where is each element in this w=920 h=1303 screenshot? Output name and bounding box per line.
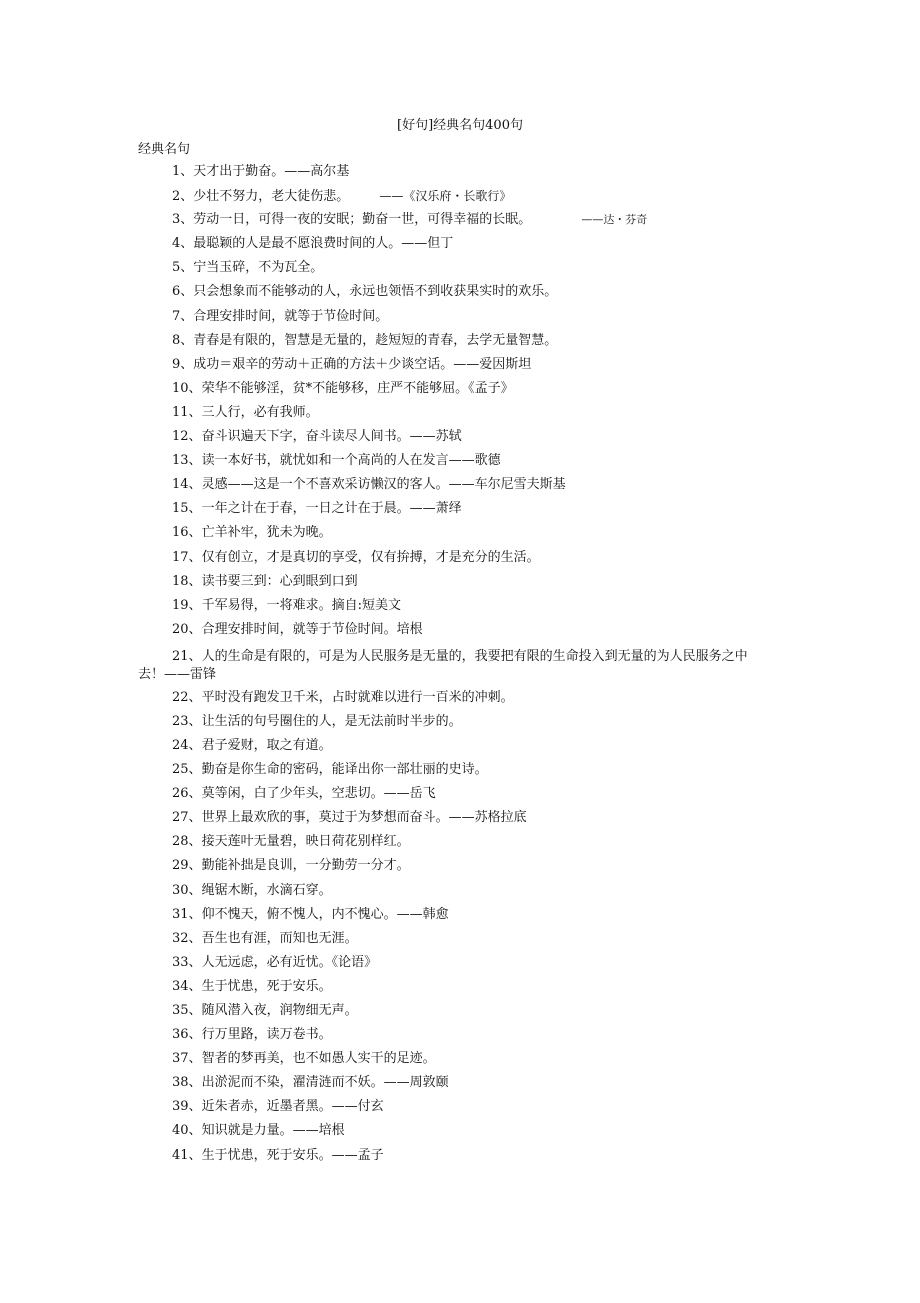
quote-text: 宁当玉碎，不为瓦全。 xyxy=(193,260,324,276)
quote-item xyxy=(138,809,788,827)
quote-text: 仅有创立，才是真切的享受，仅有拚搏，才是充分的生活。 xyxy=(201,549,540,565)
quote-item xyxy=(138,476,788,494)
quote-number: 17 xyxy=(172,549,189,565)
quote-item xyxy=(138,1026,788,1044)
quote-number: 36 xyxy=(172,1027,189,1043)
quote-separator: 、 xyxy=(188,453,202,469)
quote-text: 平时没有跑发卫千米，占时就难以进行一百米的冲刺。 xyxy=(201,689,514,705)
quote-separator: 、 xyxy=(180,332,194,348)
quote-number: 37 xyxy=(172,1051,189,1067)
quote-separator: 、 xyxy=(188,954,202,970)
quote-text: 让生活的句号圈住的人，是无法前时半步的。 xyxy=(201,713,462,729)
quote-separator: 、 xyxy=(188,713,202,729)
quote-text: 千军易得，一将难求。摘自:短美文 xyxy=(201,597,401,613)
quote-text: 吾生也有涯，而知也无涯。 xyxy=(201,930,358,946)
quote-text: 生于忧患，死于安乐。 xyxy=(201,978,332,994)
quote-number: 23 xyxy=(172,713,189,729)
quote-text: 奋斗识遍天下字，奋斗读尽人间书。——苏轼 xyxy=(201,429,462,445)
quote-text: 合理安排时间，就等于节俭时间。 xyxy=(193,308,389,324)
quote-item xyxy=(138,1122,788,1140)
quote-text: 行万里路，读万卷书。 xyxy=(201,1027,332,1043)
quote-item xyxy=(138,1147,788,1165)
quote-item xyxy=(138,978,788,996)
quote-text: 灵感——这是一个不喜欢采访懒汉的客人。——车尔尼雪夫斯基 xyxy=(201,477,566,493)
quote-separator: 、 xyxy=(188,525,202,541)
quote-item xyxy=(138,1098,788,1116)
quote-number: 24 xyxy=(172,737,189,753)
quote-separator: 、 xyxy=(188,404,202,420)
quote-text: 少壮不努力，老大徒伤悲。 xyxy=(193,189,350,205)
quote-item xyxy=(138,283,788,301)
quote-separator: 、 xyxy=(188,597,202,613)
quote-separator: 、 xyxy=(188,621,202,637)
quote-separator: 、 xyxy=(188,882,202,898)
quote-separator: 、 xyxy=(188,858,202,874)
quote-number: 27 xyxy=(172,810,189,826)
quote-item xyxy=(138,187,788,205)
quote-number: 18 xyxy=(172,573,189,589)
quote-number: 11 xyxy=(172,404,189,420)
quote-attribution: ——达・芬奇 xyxy=(581,213,648,227)
quote-number: 26 xyxy=(172,786,189,802)
quote-number: 3 xyxy=(172,212,181,228)
quote-separator: 、 xyxy=(188,737,202,753)
quote-separator: 、 xyxy=(180,308,194,324)
quote-number: 30 xyxy=(172,882,189,898)
quote-item xyxy=(138,380,788,398)
quote-separator: 、 xyxy=(180,284,194,300)
quote-item xyxy=(138,713,788,731)
quote-separator: 、 xyxy=(188,549,202,565)
quote-separator: 、 xyxy=(188,477,202,493)
quote-number: 4 xyxy=(172,236,181,252)
quote-item xyxy=(138,404,788,422)
quote-number: 6 xyxy=(172,284,181,300)
quote-item xyxy=(138,1074,788,1092)
quote-separator: 、 xyxy=(180,164,194,179)
quote-number: 10 xyxy=(172,380,189,396)
quote-separator: 、 xyxy=(180,260,194,276)
section-title: 经典名句 xyxy=(138,142,191,157)
quote-separator: 、 xyxy=(188,501,202,517)
quote-text: 人的生命是有限的，可是为人民服务是无量的，我要把有限的生命投入到无量的为人民服务之中去！——雷锋 xyxy=(138,648,748,682)
quote-separator: 、 xyxy=(188,978,202,994)
quote-separator: 、 xyxy=(180,212,194,228)
quote-number: 8 xyxy=(172,332,181,348)
quote-text: 君子爱财，取之有道。 xyxy=(201,737,332,753)
quote-text: 人无远虑，必有近忧。《论语》 xyxy=(201,954,378,970)
quote-item xyxy=(138,452,788,470)
quote-text: 只会想象而不能够动的人，永远也领悟不到收获果实时的欢乐。 xyxy=(193,284,558,300)
quote-number: 12 xyxy=(172,429,189,445)
quote-item xyxy=(138,689,788,707)
quote-number: 33 xyxy=(172,954,189,970)
quote-separator: 、 xyxy=(188,1123,202,1139)
quote-item xyxy=(138,906,788,924)
quote-item xyxy=(138,211,788,229)
quote-item xyxy=(138,930,788,948)
quote-number: 35 xyxy=(172,1003,189,1018)
quote-text: 三人行，必有我师。 xyxy=(201,404,319,420)
quote-text: 生于忧患，死于安乐。——孟子 xyxy=(201,1147,384,1163)
quote-separator: 、 xyxy=(188,786,202,802)
quote-item xyxy=(138,308,788,326)
quote-separator: 、 xyxy=(188,689,202,705)
quote-list xyxy=(138,163,788,1171)
quote-text: 随风潜入夜，润物细无声。 xyxy=(201,1003,358,1018)
quote-item xyxy=(138,428,788,446)
quote-text: 勤能补拙是良训，一分勤劳一分才。 xyxy=(201,858,410,874)
quote-text: 最聪颖的人是最不愿浪费时间的人。——但丁 xyxy=(193,236,454,252)
quote-number: 22 xyxy=(172,689,189,705)
quote-item xyxy=(138,833,788,851)
quote-separator: 、 xyxy=(188,1147,202,1163)
quote-text: 近朱者赤，近墨者黑。——付玄 xyxy=(201,1099,384,1115)
quote-separator: 、 xyxy=(188,380,202,396)
quote-number: 41 xyxy=(172,1147,189,1163)
quote-item xyxy=(138,737,788,755)
quote-number: 15 xyxy=(172,501,189,517)
quote-number: 29 xyxy=(172,858,189,874)
quote-text: 合理安排时间，就等于节俭时间。培根 xyxy=(201,621,423,637)
quote-text: 亡羊补牢，犹未为晚。 xyxy=(201,525,332,541)
quote-separator: 、 xyxy=(188,429,202,445)
quote-number: 38 xyxy=(172,1075,189,1091)
quote-text: 接天莲叶无量碧，映日荷花别样红。 xyxy=(201,834,410,850)
page-title: [好句]经典名句400句 xyxy=(397,118,523,133)
quote-item xyxy=(138,648,768,684)
quote-separator: 、 xyxy=(188,906,202,922)
quote-text: 青春是有限的，智慧是无量的，趁短短的青春，去学无量智慧。 xyxy=(193,332,558,348)
quote-separator: 、 xyxy=(188,648,202,664)
quote-item xyxy=(138,597,788,615)
quote-number: 19 xyxy=(172,597,189,613)
quote-item xyxy=(138,621,788,639)
quote-separator: 、 xyxy=(180,356,194,372)
quote-item xyxy=(138,1002,788,1020)
quote-separator: 、 xyxy=(180,236,194,252)
quote-separator: 、 xyxy=(188,1099,202,1115)
quote-item xyxy=(138,573,788,591)
quote-text: 成功＝艰辛的劳动＋正确的方法＋少谈空话。——爱因斯坦 xyxy=(193,356,532,372)
quote-number: 31 xyxy=(172,906,189,922)
quote-number: 34 xyxy=(172,978,189,994)
quote-item xyxy=(138,524,788,542)
quote-attribution: ——《汉乐府・长歌行》 xyxy=(379,189,512,204)
quote-item xyxy=(138,761,788,779)
quote-separator: 、 xyxy=(188,834,202,850)
quote-number: 28 xyxy=(172,834,189,850)
quote-text: 智者的梦再美，也不如愚人实干的足迹。 xyxy=(201,1051,436,1067)
quote-text: 荣华不能够淫，贫*不能够移，庄严不能够屈。《孟子》 xyxy=(201,380,514,396)
quote-separator: 、 xyxy=(188,1051,202,1067)
quote-separator: 、 xyxy=(188,573,202,589)
quote-item xyxy=(138,259,788,277)
quote-item xyxy=(138,785,788,803)
quote-number: 32 xyxy=(172,930,189,946)
quote-number: 5 xyxy=(172,260,181,276)
quote-separator: 、 xyxy=(188,1003,202,1018)
quote-separator: 、 xyxy=(188,1027,202,1043)
quote-item xyxy=(138,954,788,972)
quote-separator: 、 xyxy=(188,1075,202,1091)
quote-number: 1 xyxy=(172,164,181,179)
quote-number: 21 xyxy=(172,648,189,664)
quote-number: 39 xyxy=(172,1099,189,1115)
quote-number: 20 xyxy=(172,621,189,637)
quote-text: 天才出于勤奋。——高尔基 xyxy=(193,164,350,179)
quote-item xyxy=(138,235,788,253)
quote-number: 13 xyxy=(172,453,189,469)
quote-text: 知识就是力量。——培根 xyxy=(201,1123,345,1139)
quote-text: 世界上最欢欣的事，莫过于为梦想而奋斗。——苏格拉底 xyxy=(201,810,527,826)
quote-item xyxy=(138,356,788,374)
quote-item xyxy=(138,882,788,900)
quote-number: 16 xyxy=(172,525,189,541)
quote-text: 莫等闲，白了少年头，空悲切。——岳飞 xyxy=(201,786,436,802)
quote-item xyxy=(138,500,788,518)
quote-item xyxy=(138,857,788,875)
quote-text: 出淤泥而不染，濯清涟而不妖。——周敦颐 xyxy=(201,1075,449,1091)
quote-number: 2 xyxy=(172,189,181,205)
quote-separator: 、 xyxy=(188,930,202,946)
quote-text: 勤奋是你生命的密码，能译出你一部壮丽的史诗。 xyxy=(201,762,488,778)
quote-item xyxy=(138,163,788,181)
quote-separator: 、 xyxy=(188,762,202,778)
quote-text: 一年之计在于春，一日之计在于晨。——萧绎 xyxy=(201,501,462,517)
quote-number: 40 xyxy=(172,1123,189,1139)
quote-text: 劳动一日，可得一夜的安眠；勤奋一世，可得幸福的长眠。 xyxy=(193,212,532,228)
quote-text: 绳锯木断，水滴石穿。 xyxy=(201,882,332,898)
quote-separator: 、 xyxy=(188,810,202,826)
quote-number: 14 xyxy=(172,477,189,493)
quote-text: 读一本好书，就忧如和一个高尚的人在发言——歌德 xyxy=(201,453,501,469)
quote-item xyxy=(138,332,788,350)
quote-number: 9 xyxy=(172,356,181,372)
quote-separator: 、 xyxy=(180,189,194,205)
quote-item xyxy=(138,1050,788,1068)
quote-item xyxy=(138,549,788,567)
quote-number: 7 xyxy=(172,308,181,324)
quote-number: 25 xyxy=(172,762,189,778)
quote-text: 仰不愧天，俯不愧人，内不愧心。——韩愈 xyxy=(201,906,449,922)
quote-text: 读书要三到：心到眼到口到 xyxy=(201,573,358,589)
